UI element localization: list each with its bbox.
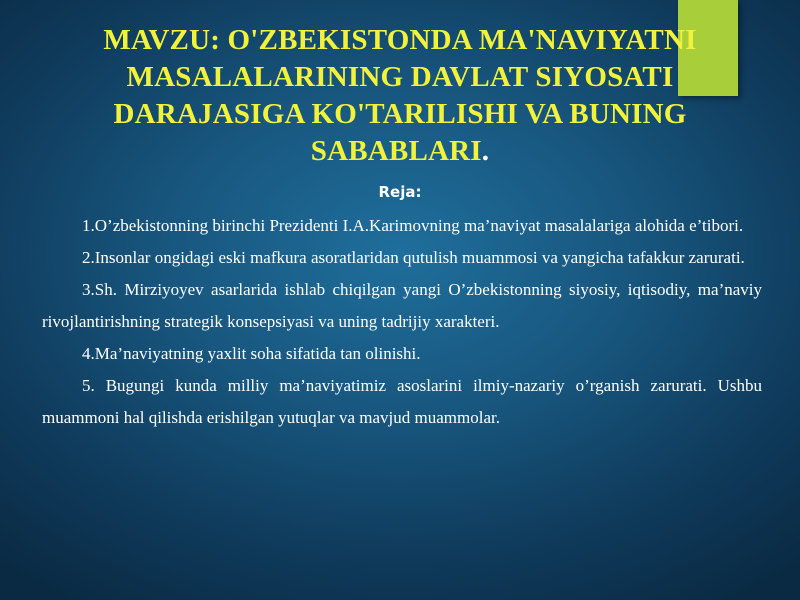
plan-item-2: 2.Insonlar ongidagi eski mafkura asoratlaridan qutulish muammosi va yangicha tafakkur zarurati. — [82, 248, 745, 267]
plan-heading: Reja: — [378, 183, 422, 201]
plan-item-4: 4.Ma’naviyatning yaxlit soha sifatida tan olinishi. — [82, 344, 421, 363]
slide-title — [40, 22, 760, 170]
plan-item-3: 3.Sh. Mirziyoyev asarlarida ishlab chiqilgan yangi O’zbekistonning siyosiy, iqtisodiy, ma’naviy rivojlantirishning strategik konsepsiyasi va uning tadrijiy xarakteri. — [42, 280, 762, 331]
plan-item-5: 5. Bugungi kunda milliy ma’naviyatimiz asoslarini ilmiy-nazariy o’rganish zarurati. Ushbu muammoni hal qilishda erishilgan yutuqlar va mavjud muammolar. — [42, 376, 762, 427]
plan-list — [42, 210, 762, 434]
slide-title-text: MAVZU: O'ZBEKISTONDA MA'NAVIYATNI MASALALARINING DAVLAT SIYOSATI DARAJASIGA KO'TARILISHI VA BUNING SABABLARI — [103, 24, 697, 167]
slide-title-period: . — [481, 135, 490, 167]
plan-item-1: 1.O’zbekistonning birinchi Prezidenti I.A.Karimovning ma’naviyat masalalariga alohida e’tibori. — [82, 216, 744, 235]
